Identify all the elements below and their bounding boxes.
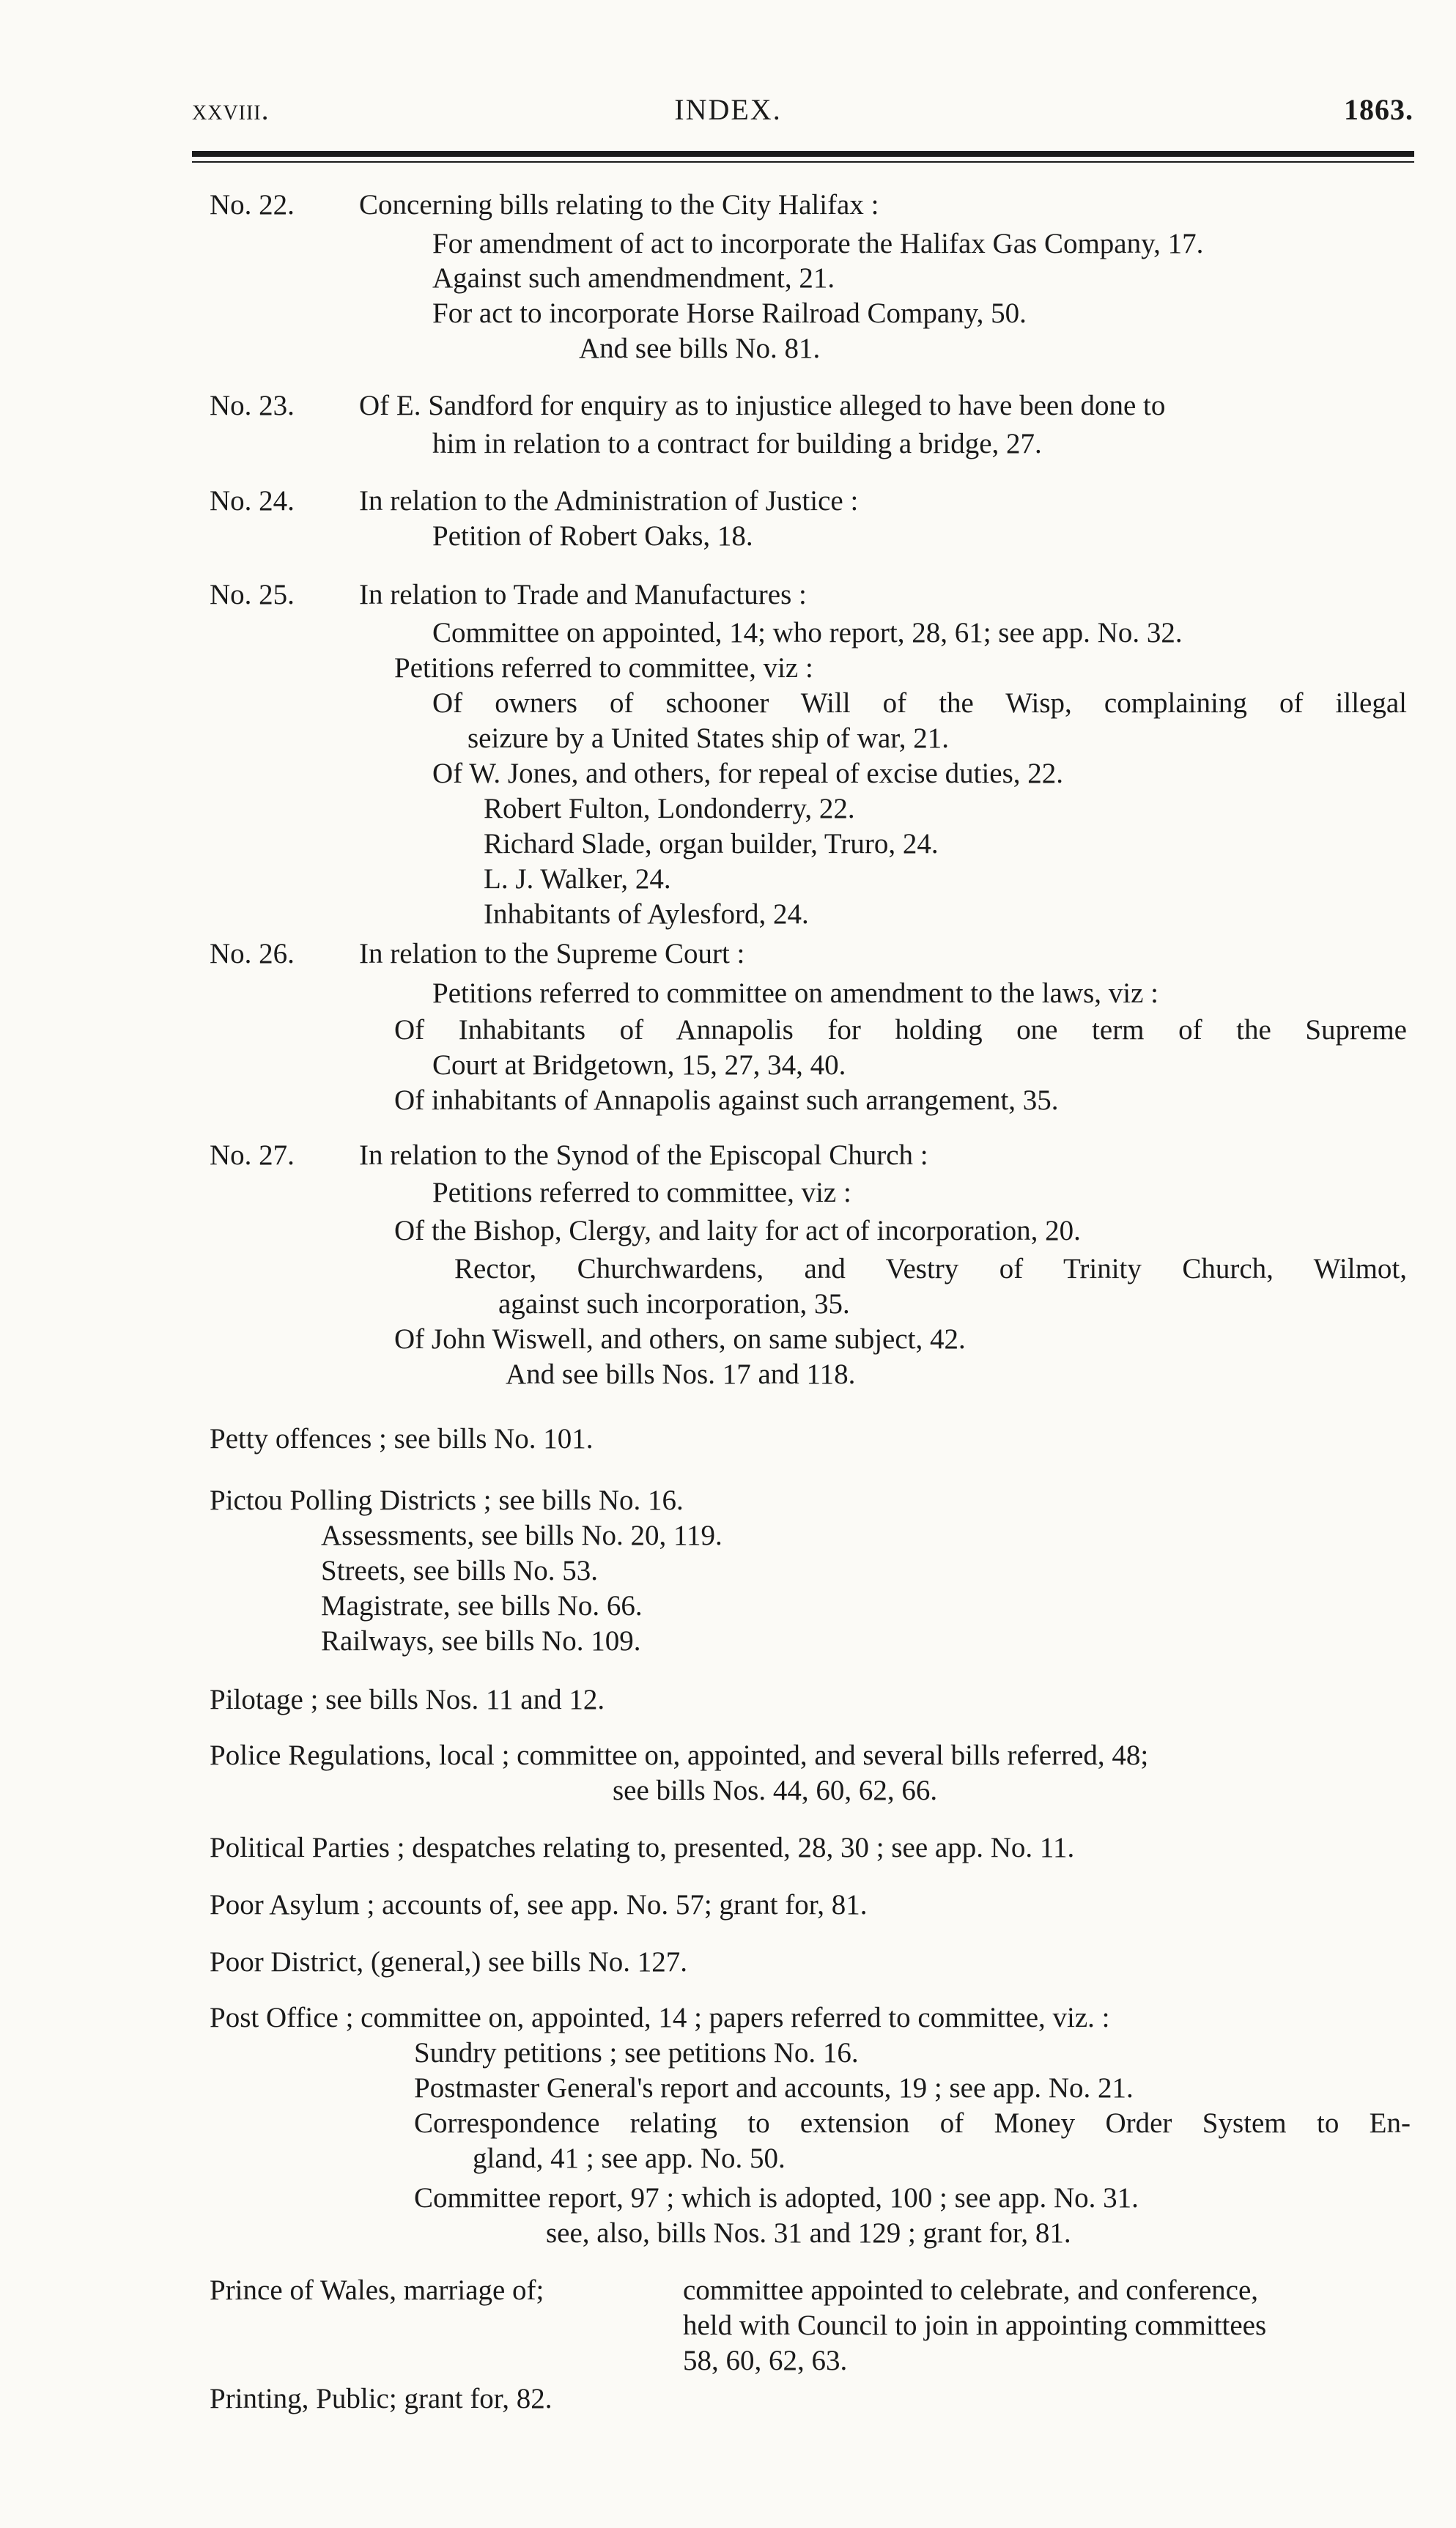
entry-line: Railways, see bills No. 109.: [321, 1625, 641, 1657]
entry-line: Of John Wiswell, and others, on same subject, 42.: [394, 1323, 966, 1355]
entry-line: Robert Fulton, Londonderry, 22.: [484, 793, 855, 824]
entry-line: held with Council to join in appointing committees: [683, 2310, 1267, 2341]
entry-line: him in relation to a contract for building a bridge, 27.: [432, 428, 1042, 459]
entry-line: committee appointed to celebrate, and conference,: [683, 2274, 1259, 2306]
entry-number: No. 25.: [210, 579, 295, 610]
header-rule-thin: [192, 161, 1414, 163]
index-entry-poor-district: Poor District, (general,) see bills No. 127.: [210, 1946, 688, 1978]
entry-line: Of owners of schooner Will of the Wisp, complaining of illegal: [432, 687, 1407, 719]
entry-line: Inhabitants of Aylesford, 24.: [484, 898, 809, 930]
entry-line: Petitions referred to committee, viz :: [432, 1177, 851, 1208]
entry-line: seizure by a United States ship of war, 21.: [468, 722, 949, 754]
entry-line: Rector, Churchwardens, and Vestry of Trinity Church, Wilmot,: [454, 1253, 1407, 1285]
entry-line: Petitions referred to committee, viz :: [394, 652, 813, 684]
entry-line: 58, 60, 62, 63.: [683, 2345, 848, 2376]
entry-line: Petitions referred to committee on amendment to the laws, viz :: [432, 977, 1158, 1009]
page-number: xxviii.: [192, 93, 270, 126]
entry-line: In relation to the Supreme Court :: [359, 938, 745, 969]
entry-line: see, also, bills Nos. 31 and 129 ; grant for, 81.: [546, 2217, 1071, 2249]
entry-line: Committee report, 97 ; which is adopted, 100 ; see app. No. 31.: [414, 2182, 1139, 2214]
entry-number: No. 23.: [210, 390, 295, 421]
entry-line: Of the Bishop, Clergy, and laity for act of incorporation, 20.: [394, 1215, 1081, 1246]
entry-line: Court at Bridgetown, 15, 27, 34, 40.: [432, 1049, 846, 1081]
entry-line: In relation to Trade and Manufactures :: [359, 579, 807, 610]
entry-line: see bills Nos. 44, 60, 62, 66.: [613, 1775, 938, 1806]
entry-line: Concerning bills relating to the City Halifax :: [359, 189, 879, 221]
index-entry-political-parties: Political Parties ; despatches relating to, presented, 28, 30 ; see app. No. 11.: [210, 1832, 1075, 1863]
entry-line: Of inhabitants of Annapolis against such arrangement, 35.: [394, 1084, 1059, 1116]
entry-line: For act to incorporate Horse Railroad Company, 50.: [432, 297, 1027, 329]
entry-number: No. 26.: [210, 938, 295, 969]
index-entry-petty-offences: Petty offences ; see bills No. 101.: [210, 1423, 594, 1455]
entry-line: Of E. Sandford for enquiry as to injustice alleged to have been done to: [359, 390, 1166, 421]
index-entry-prince-of-wales: Prince of Wales, marriage of;: [210, 2274, 544, 2306]
entry-line: And see bills Nos. 17 and 118.: [506, 1359, 856, 1390]
index-entry-police: Police Regulations, local ; committee on, appointed, and several bills referred, 48;: [210, 1740, 1149, 1771]
entry-line: Assessments, see bills No. 20, 119.: [321, 1520, 723, 1551]
entry-line: For amendment of act to incorporate the Halifax Gas Company, 17.: [432, 228, 1204, 259]
entry-number: No. 27.: [210, 1139, 295, 1171]
index-entry-post-office: Post Office ; committee on, appointed, 14 ; papers referred to committee, viz. :: [210, 2002, 1110, 2033]
entry-line: Richard Slade, organ builder, Truro, 24.: [484, 828, 939, 860]
entry-number: No. 22.: [210, 189, 295, 221]
entry-line: Correspondence relating to extension of Money Order System to En-: [414, 2107, 1411, 2139]
page-title: INDEX.: [674, 93, 782, 126]
entry-line: against such incorporation, 35.: [498, 1288, 850, 1320]
entry-line: Of W. Jones, and others, for repeal of excise duties, 22.: [432, 758, 1064, 789]
entry-line: Against such amendmendment, 21.: [432, 262, 835, 294]
entry-line: Streets, see bills No. 53.: [321, 1555, 599, 1586]
entry-line: Committee on appointed, 14; who report, 28, 61; see app. No. 32.: [432, 617, 1183, 648]
entry-line: L. J. Walker, 24.: [484, 863, 671, 895]
header-rule-thick: [192, 151, 1414, 157]
entry-line: gland, 41 ; see app. No. 50.: [473, 2143, 786, 2174]
entry-line: Of Inhabitants of Annapolis for holding one term of the Supreme: [394, 1014, 1407, 1046]
entry-number: No. 24.: [210, 485, 295, 517]
index-entry-poor-asylum: Poor Asylum ; accounts of, see app. No. 57; grant for, 81.: [210, 1889, 868, 1921]
entry-line: Postmaster General's report and accounts, 19 ; see app. No. 21.: [414, 2072, 1134, 2104]
index-entry-pilotage: Pilotage ; see bills Nos. 11 and 12.: [210, 1684, 605, 1715]
entry-line: And see bills No. 81.: [579, 333, 821, 364]
index-entry-pictou: Pictou Polling Districts ; see bills No. 16.: [210, 1485, 684, 1516]
entry-line: In relation to the Administration of Justice :: [359, 485, 859, 517]
entry-line: Petition of Robert Oaks, 18.: [432, 520, 753, 552]
index-entry-printing-public: Printing, Public; grant for, 82.: [210, 2383, 553, 2414]
entry-line: Magistrate, see bills No. 66.: [321, 1590, 643, 1622]
entry-line: In relation to the Synod of the Episcopal Church :: [359, 1139, 928, 1171]
page-year: 1863.: [1344, 93, 1413, 126]
entry-line: Sundry petitions ; see petitions No. 16.: [414, 2037, 859, 2069]
